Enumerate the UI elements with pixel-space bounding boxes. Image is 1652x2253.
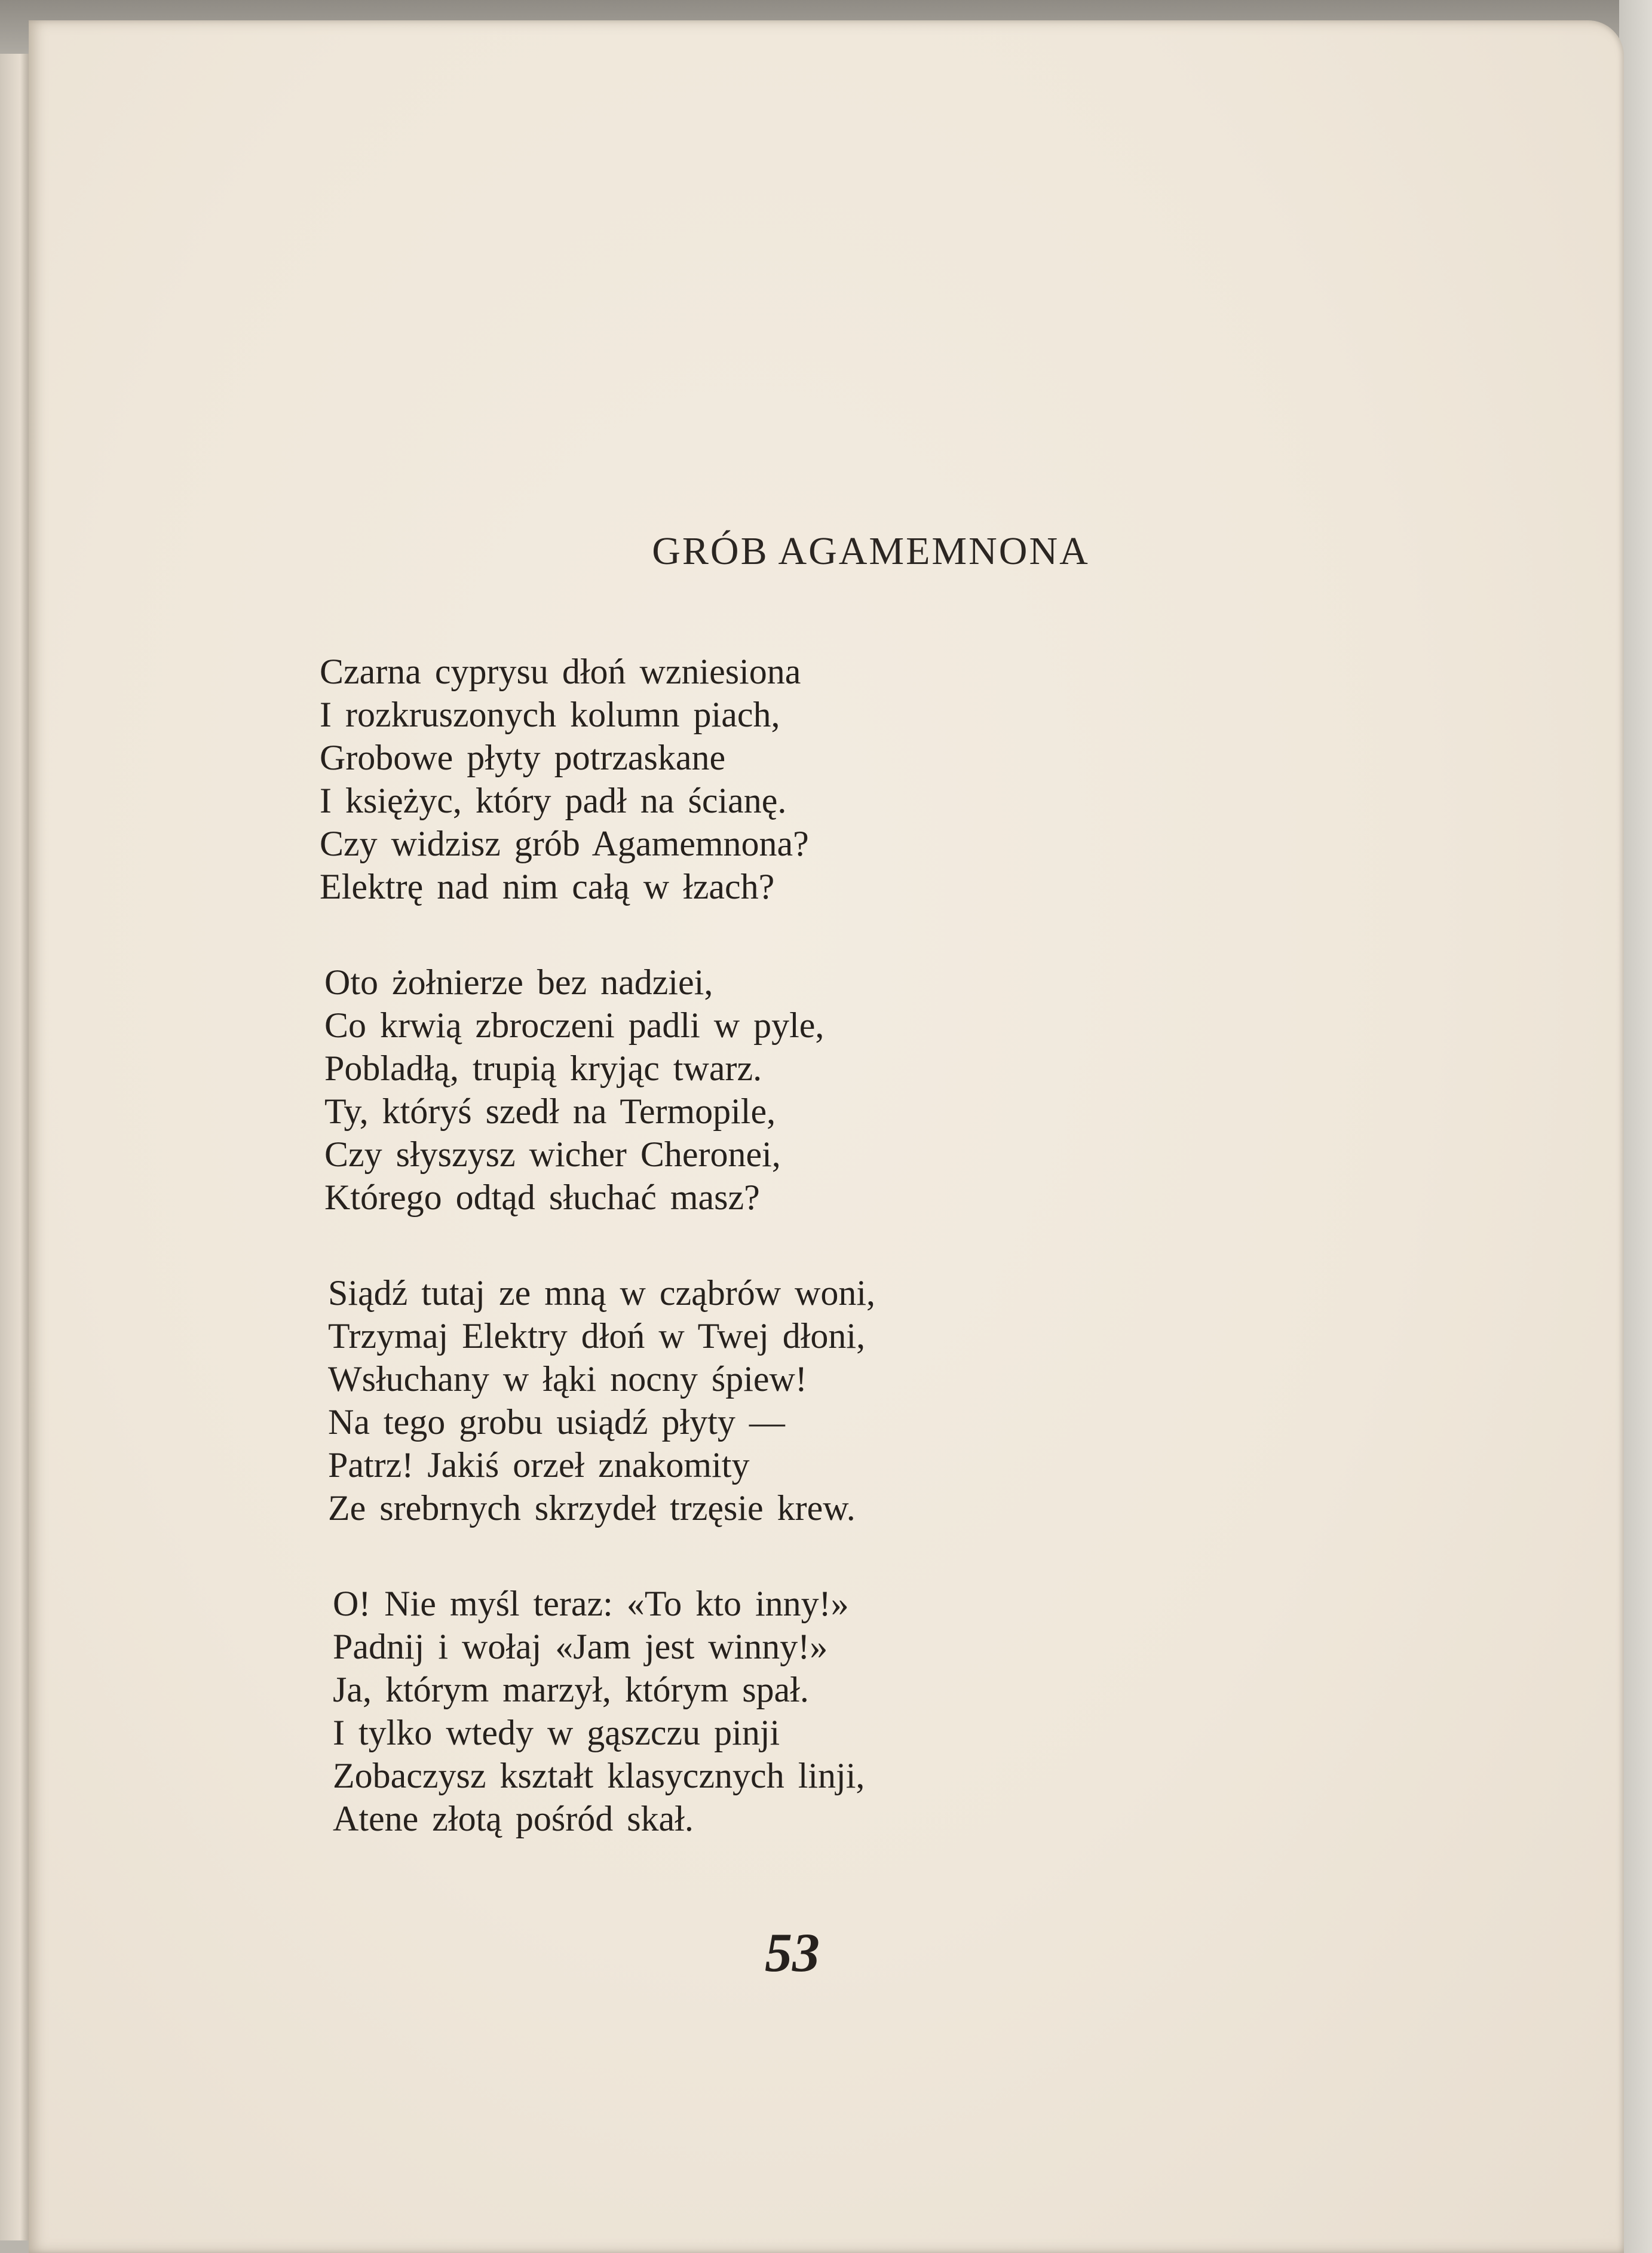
poem-line: Czy słyszysz wicher Cheronei, bbox=[324, 1135, 781, 1174]
poem-line: Ja, którym marzył, którym spał. bbox=[333, 1670, 809, 1709]
poem-line: I księżyc, który padł na ścianę. bbox=[320, 781, 787, 820]
stanza bbox=[328, 1271, 1395, 1529]
poem-line: Padnij i wołaj «Jam jest winny!» bbox=[333, 1627, 828, 1666]
poem-line: Trzymaj Elektry dłoń w Twej dłoni, bbox=[328, 1316, 866, 1356]
poem-line: Patrz! Jakiś orzeł znakomity bbox=[328, 1445, 750, 1485]
poem-line: Grobowe płyty potrzaskane bbox=[320, 738, 726, 777]
poem-line: Na tego grobu usiądź płyty — bbox=[328, 1402, 785, 1442]
poem-line: Czy widzisz grób Agamemnona? bbox=[320, 824, 809, 863]
poem-line: O! Nie myśl teraz: «To kto inny!» bbox=[333, 1584, 849, 1623]
page-number: 53 bbox=[765, 1922, 820, 1983]
stanza bbox=[320, 650, 1395, 908]
stanza bbox=[333, 1582, 1395, 1840]
poem-line: Atene złotą pośród skał. bbox=[333, 1799, 694, 1838]
stanza bbox=[324, 961, 1395, 1219]
poem-line: Wsłuchany w łąki nocny śpiew! bbox=[328, 1359, 807, 1399]
poem-line: Którego odtąd słuchać masz? bbox=[324, 1178, 760, 1217]
poem-line: Zobaczysz kształt klasycznych linji, bbox=[333, 1756, 865, 1795]
poem-line: I tylko wtedy w gąszczu pinji bbox=[333, 1713, 780, 1752]
poem-line: Siądź tutaj ze mną w cząbrów woni, bbox=[328, 1273, 876, 1313]
backdrop-right bbox=[1619, 0, 1652, 2253]
previous-page-edge bbox=[0, 54, 29, 2240]
poem-title: GRÓB AGAMEMNONA bbox=[652, 529, 1090, 573]
poem-line: Czarna cyprysu dłoń wzniesiona bbox=[320, 652, 801, 691]
poem-line: Oto żołnierze bez nadziei, bbox=[324, 962, 713, 1002]
poem-line: Elektrę nad nim całą w łzach? bbox=[320, 867, 775, 906]
poem-line: Ty, któryś szedł na Termopile, bbox=[324, 1092, 776, 1131]
poem-body bbox=[320, 650, 1395, 1893]
poem-line: Pobladłą, trupią kryjąc twarz. bbox=[324, 1049, 762, 1088]
poem-line: I rozkruszonych kolumn piach, bbox=[320, 695, 780, 734]
poem-line: Co krwią zbroczeni padli w pyle, bbox=[324, 1006, 825, 1045]
poem-line: Ze srebrnych skrzydeł trzęsie krew. bbox=[328, 1488, 856, 1528]
